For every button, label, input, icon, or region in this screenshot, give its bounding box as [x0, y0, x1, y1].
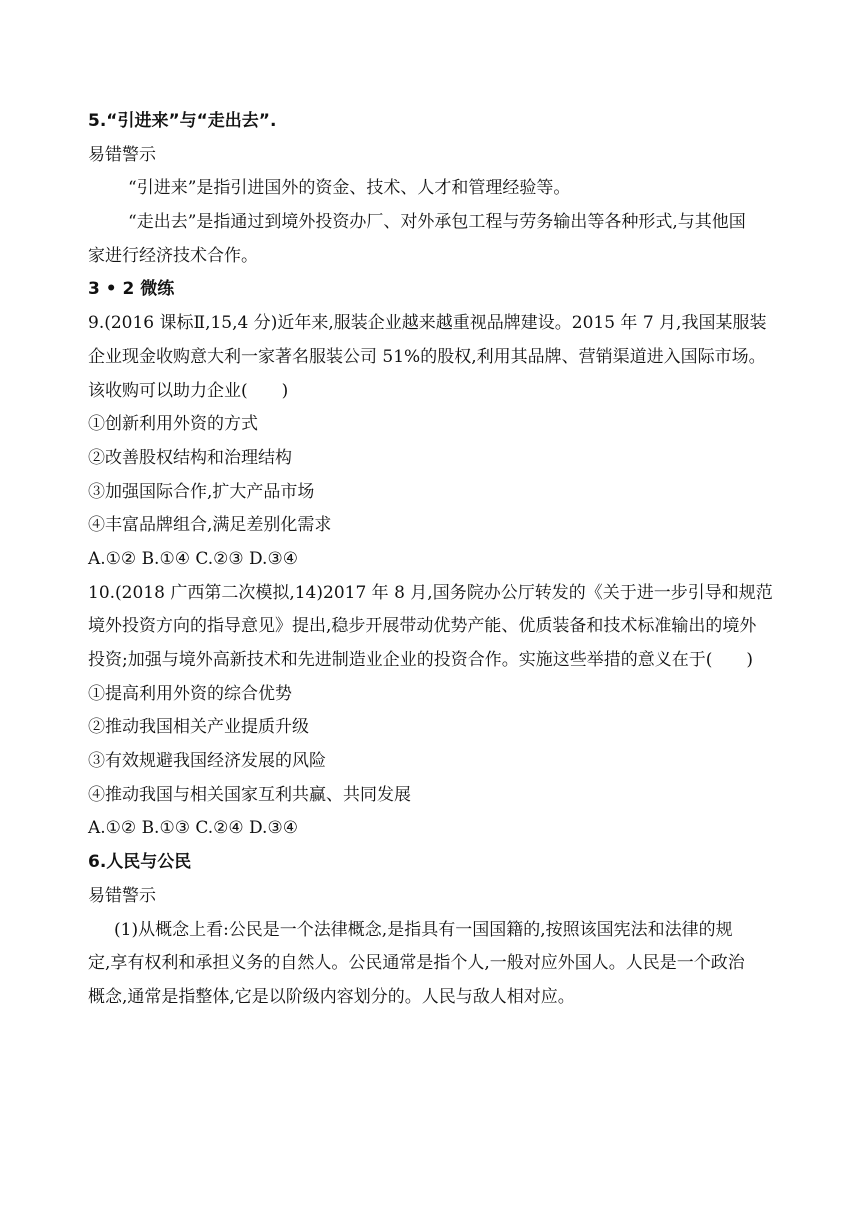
question-9-option-1: ①创新利用外资的方式 [88, 414, 258, 435]
question-10-line-1: 10.(2018 广西第二次模拟,14)2017 年 8 月,国务院办公厅转发的《关于进一步引导和规范 [88, 582, 773, 603]
practice-heading: 3 • 2 微练 [88, 279, 175, 300]
question-9-option-2: ②改善股权结构和治理结构 [88, 447, 292, 468]
question-10-option-4: ④推动我国与相关国家互利共赢、共同发展 [88, 784, 411, 805]
question-9-option-3: ③加强国际合作,扩大产品市场 [88, 481, 315, 502]
document-content [88, 105, 778, 1015]
section-6-paragraph-1-line-2: 定,享有权利和承担义务的自然人。公民通常是指个人,一般对应外国人。人民是一个政治 [88, 953, 745, 974]
section-6-tip-label: 易错警示 [88, 885, 156, 906]
question-10-option-2: ②推动我国相关产业提质升级 [88, 717, 309, 738]
section-5-paragraph-1: “引进来”是指引进国外的资金、技术、人才和管理经验等。 [128, 178, 571, 199]
question-9-answer-choices: A.①② B.①④ C.②③ D.③④ [88, 548, 298, 569]
question-9-line-3: 该收购可以助力企业( ) [88, 380, 289, 401]
question-10-line-2: 境外投资方向的指导意见》提出,稳步开展带动优势产能、优质装备和技术标准输出的境外 [88, 616, 757, 637]
section-5-tip-label: 易错警示 [88, 144, 156, 165]
section-5-paragraph-2-line-1: “走出去”是指通过到境外投资办厂、对外承包工程与劳务输出等各种形式,与其他国 [128, 212, 746, 233]
section-6-paragraph-1-line-3: 概念,通常是指整体,它是以阶级内容划分的。人民与敌人相对应。 [88, 986, 575, 1007]
section-5-paragraph-2-line-2: 家进行经济技术合作。 [88, 245, 258, 266]
question-10-option-1: ①提高利用外资的综合优势 [88, 683, 292, 704]
question-10-answer-choices: A.①② B.①③ C.②④ D.③④ [88, 818, 298, 839]
question-9-line-1: 9.(2016 课标Ⅱ,15,4 分)近年来,服装企业越来越重视品牌建设。2015 年 7 月,我国某服装 [88, 313, 767, 334]
section-6-heading: 6.人民与公民 [88, 852, 192, 873]
question-10-line-3: 投资;加强与境外高新技术和先进制造业企业的投资合作。实施这些举措的意义在于( ) [88, 650, 753, 670]
question-9-line-2: 企业现金收购意大利一家著名服装公司 51%的股权,利用其品牌、营销渠道进入国际市场。 [88, 346, 766, 367]
section-5-heading: 5.“引进来”与“走出去”. [88, 111, 277, 131]
question-9-option-4: ④丰富品牌组合,满足差别化需求 [88, 515, 332, 536]
section-6-paragraph-1-line-1: (1)从概念上看:公民是一个法律概念,是指具有一国国籍的,按照该国宪法和法律的规 [114, 919, 733, 940]
question-10-option-3: ③有效规避我国经济发展的风险 [88, 751, 326, 772]
